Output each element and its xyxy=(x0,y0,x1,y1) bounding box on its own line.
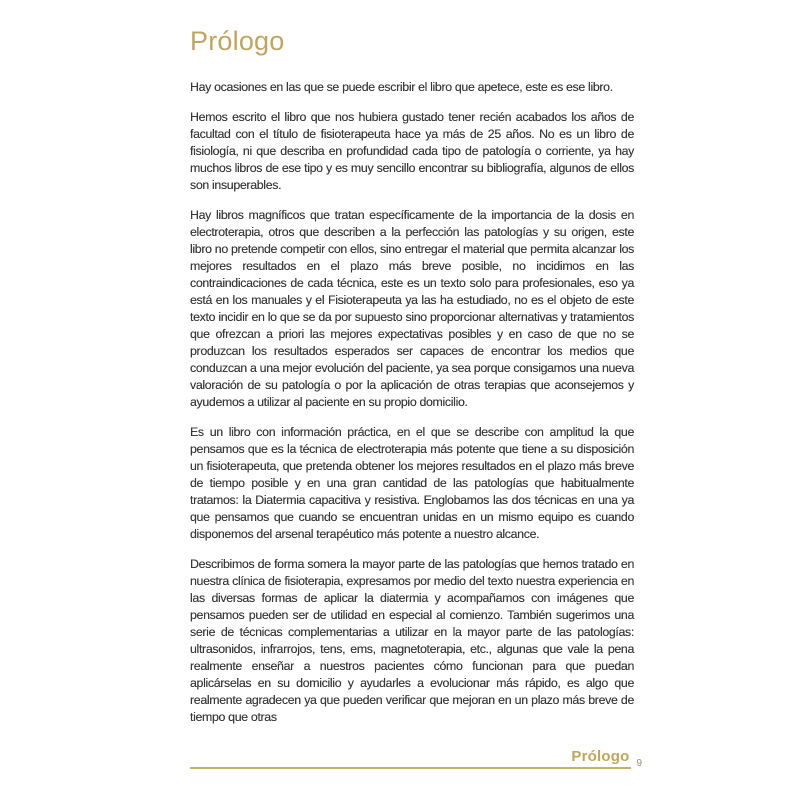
footer-section-label: Prólogo xyxy=(571,748,630,765)
body-text xyxy=(190,79,634,726)
paragraph-1: Hay ocasiones en las que se puede escribir el libro que apetece, este es ese libro. xyxy=(190,80,613,94)
page-number: 9 xyxy=(636,758,642,769)
page-title: Prólogo xyxy=(190,26,285,56)
footer-rule xyxy=(190,748,631,769)
paragraph-4: Es un libro con información práctica, en el que se describe con amplitud la que pensamos que es la técnica de electroterapia más potente que tiene a su disposición un fisioterapeuta, que pretenda obtener los mejores resultados en el plazo más breve de tiempo posible y en una gran cantidad de las patologías que habitualmente tratamos: la Diatermia capacitiva y resistiva. Englobamos las dos técnicas en una ya que pensamos que cuando se encuentran unidas en un mismo equipo es cuando disponemos del arsenal terapéutico más potente a nuestro alcance. xyxy=(190,425,634,541)
page-footer xyxy=(190,748,642,769)
paragraph-5: Describimos de forma somera la mayor parte de las patologías que hemos tratado en nuestra clínica de fisioterapia, expresamos por medio del texto nuestra experiencia en las diversas formas de aplicar la diatermia y acompañamos con imágenes que pensamos pueden ser de utilidad en especial al comienzo. También sugerimos una serie de técnicas complementarias a utilizar en la mayor parte de las patologías: ultrasonidos, infrarrojos, tens, ems, magnetoterapia, etc., algunas que vale la pena realmente enseñar a nuestros pacientes cómo funcionan para que puedan aplicárselas en su domicilio y ayudarles a evolucionar más rápido, es algo que realmente agradecen ya que pueden verificar que mejoran en un plazo más breve de tiempo que otras xyxy=(190,557,634,724)
page-content xyxy=(190,26,634,739)
paragraph-2: Hemos escrito el libro que nos hubiera gustado tener recién acabados los años de facultad con el título de fisioterapeuta hace ya más de 25 años. No es un libro de fisiología, ni que describa en profundidad cada tipo de patología o corriente, ya hay muchos libros de ese tipo y es muy sencillo encontrar su bibliografía, algunos de ellos son insuperables. xyxy=(190,110,634,192)
paragraph-3: Hay libros magníficos que tratan específicamente de la importancia de la dosis en electroterapia, otros que describen a la perfección las patologías y su origen, este libro no pretende competir con ellos, sino entregar el material que permita alcanzar los mejores resultados en el plazo más breve posible, no incidimos en las contraindicaciones de cada técnica, este es un texto solo para profesionales, eso ya está en los manuales y el Fisioterapeuta ya las ha estudiado, no es el objeto de este texto incidir en lo que se da por supuesto sino proporcionar alternativas y tratamientos que ofrezcan a priori las mejores expectativas posibles y en caso de que no se produzcan los resultados esperados ser capaces de encontrar los medios que conduzcan a una mejor evolución del paciente, ya sea porque consigamos una nueva valoración de su patología o por la aplicación de otras terapias que aconsejemos y ayudemos a utilizar al paciente en su propio domicilio. xyxy=(190,208,634,409)
